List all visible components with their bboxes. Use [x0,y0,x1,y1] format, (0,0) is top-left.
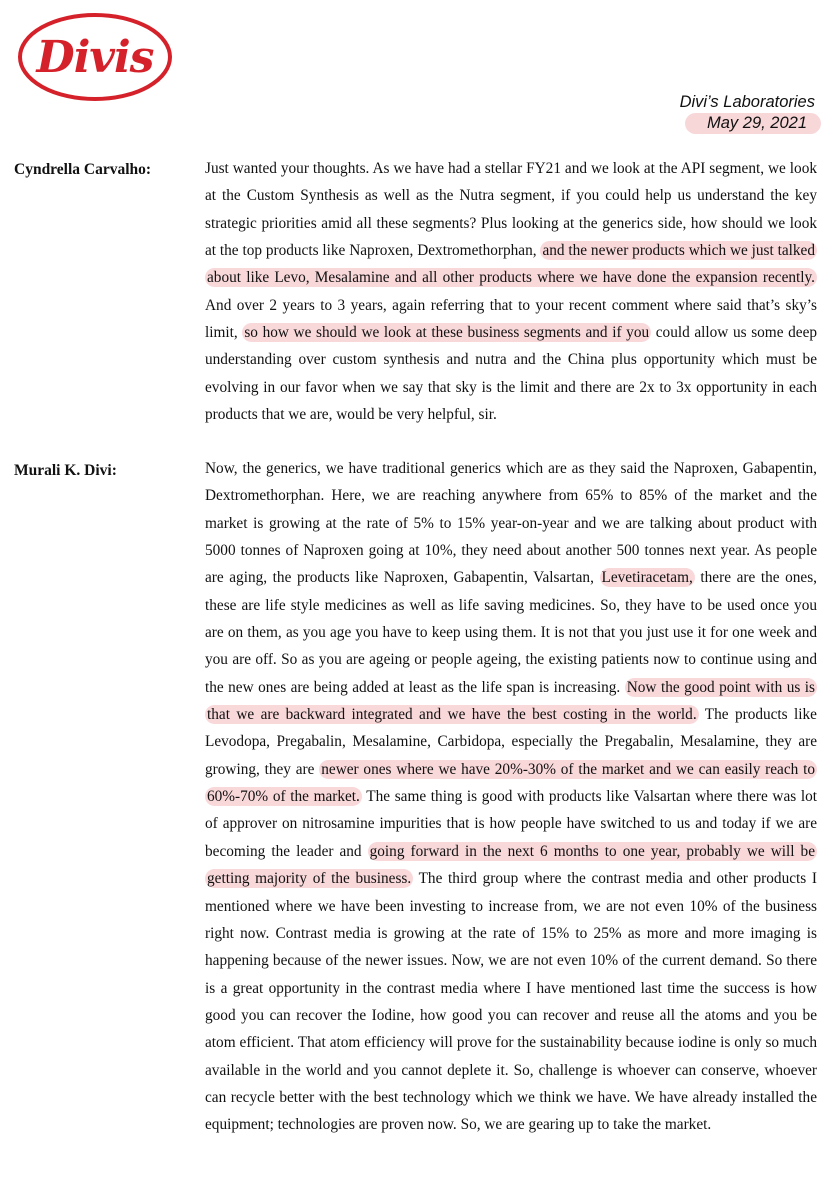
highlighted-text: Now the good point with us is that we are backward integrated and we have the best costing in the world. [207,678,815,724]
company-name: Divi’s Laboratories [679,93,815,111]
text-segment: And over 2 years to 3 years, again referring that to your recent comment where said that’s sky’s limit, [205,296,817,342]
highlighted-text: newer ones where we have 20%-30% of the market and we can easily reach to 60%-70% of the market. [207,760,815,806]
highlighted-text: Levetiracetam, [601,569,693,587]
highlighted-text: and the newer products which we just talked about like Levo, Mesalamine and all other products where we have done the expansion recently. [207,242,815,287]
text-segment: there are the ones, these are life style medicines as well as life saving medicines. So, they have to be used once you are on them, as you age you have to keep using them. It is not that you just use it for one week and you are off. So as you are ageing or people ageing, the existing patients now to continue using and the new ones are being added at least as the life span is increasing. [205,569,817,696]
text-segment: The products like Levodopa, Pregabalin, Mesalamine, Carbidopa, especially the Pregabalin, Mesalamine, they are growing, they are [205,706,817,778]
highlighted-text: going forward in the next 6 months to one year, probably we will be getting majority of the business. [207,842,815,888]
highlighted-text: so how we should we look at these business segments and if you [244,324,650,342]
text-segment: The third group where the contrast media and other products I mentioned where we have been investing to increase from, we are not even 10% of the business right now. Contrast media is growing at the rate of 15% to 25% as more and more imaging is happening because of the newer issues. Now, we are not even 10% of the current demand. So there is a great opportunity in the contrast media where I have mentioned last time the success is how good you can recover the Iodine, how good you can recover and reuse all the atoms and you be atom efficient. That atom efficiency will prove for the sustainability because iodine is only so much available in the world and you cannot deplete it. So, challenge is whoever can conserve, whoever can recycle better with the best technology which we think we have. We have already installed the equipment; technologies are proven now. So, we are gearing up to take the market. [205,870,817,1134]
text-segment: could allow us some deep understanding over custom synthesis and nutra and the China plus opportunity which must be evolving in our favor when we say that sky is the limit and there are 2x to 3x opportunity in each products that we are, would be very helpful, sir. [205,324,818,424]
transcript-paragraph-1 [205,155,817,428]
text-segment: Just wanted your thoughts. As we have had a stellar FY21 and we look at the API segment, we look at the Custom Synthesis as well as the Nutra segment, if you could help us understand the key strategic priorities amid all these segments? Plus looking at the generics side, how should we look at the top products like Naproxen, Dextromethorphan, [205,160,817,260]
speaker-name-2: Murali K. Divi: [14,462,117,479]
transcript-paragraph-2 [205,455,817,1139]
speaker-name-1: Cyndrella Carvalho: [14,161,152,178]
document-header [495,92,815,134]
document-date: May 29, 2021 [685,113,821,134]
text-segment: Now, the generics, we have traditional generics which are as they said the Naproxen, Gabapentin, Dextromethorphan. Here, we are reaching anywhere from 65% to 85% of the market and the market is growing at the rate of 5% to 15% year-on-year and we are talking about product with 5000 tonnes of Naproxen going at 10%, they need about another 500 tonnes next year. As people are aging, the products like Naproxen, Gabapentin, Valsartan, [205,460,817,587]
text-segment: The same thing is good with products like Valsartan where there was lot of approver on nitrosamine impurities that is how people have switched to us and today if we are becoming the leader and [205,788,817,860]
logo-wordmark: Divis [36,31,154,83]
company-logo [17,12,173,102]
